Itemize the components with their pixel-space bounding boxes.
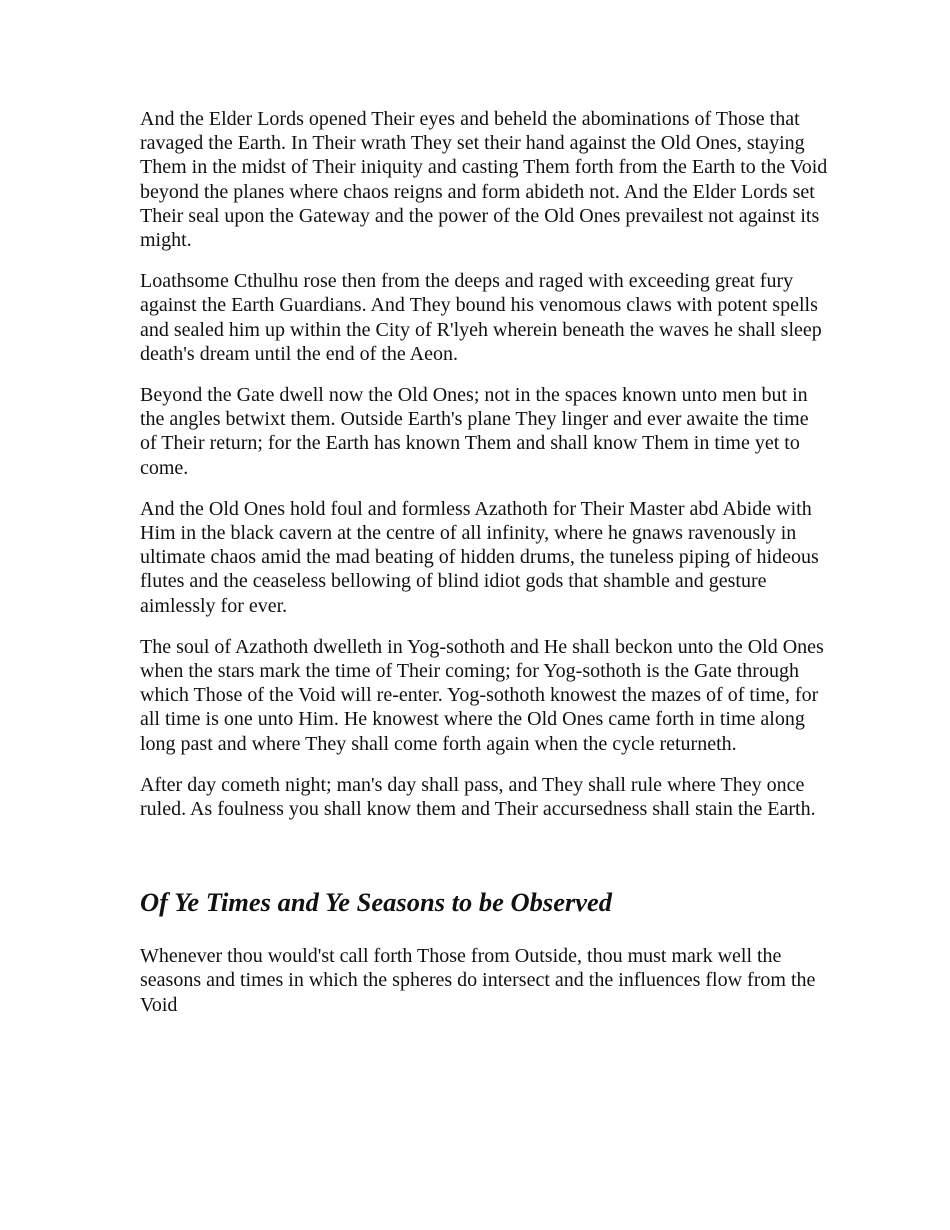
paragraph-yog-sothoth: The soul of Azathoth dwelleth in Yog-sothoth and He shall beckon unto the Old Ones when the stars mark the time of Their coming; for Yog-sothoth is the Gate through which Those of the Void will re-enter. Yog-sothoth knowest the mazes of of time, for all time is one unto Him. He knowest where the Old Ones came forth in time along long past and where They shall come forth again when the cycle returneth.: [140, 635, 824, 755]
document-page: [140, 107, 830, 1034]
section-heading: Of Ye Times and Ye Seasons to be Observed: [140, 887, 613, 918]
paragraph-cthulhu: Loathsome Cthulhu rose then from the deeps and raged with exceeding great fury against the Earth Guardians. And They bound his venomous claws with potent spells and sealed him up within the City of R'lyeh wherein beneath the waves he shall sleep death's dream until the end of the Aeon.: [140, 270, 822, 365]
paragraph-azathoth: And the Old Ones hold foul and formless Azathoth for Their Master abd Abide with Him in the black cavern at the centre of all infinity, where he gnaws ravenously in ultimate chaos amid the mad beating of hidden drums, the tuneless piping of hideous flutes and the ceaseless bellowing of blind idiot gods that shamble and gesture aimlessly for ever.: [140, 497, 819, 617]
paragraph-day-and-night: After day cometh night; man's day shall pass, and They shall rule where They once ruled. As foulness you shall know them and Their accursedness shall stain the Earth.: [140, 773, 816, 821]
paragraph-times-and-seasons: Whenever thou would'st call forth Those from Outside, thou must mark well the seasons and times in which the spheres do intersect and the influences flow from the Void: [140, 945, 816, 1016]
paragraph-elder-lords: And the Elder Lords opened Their eyes and beheld the abominations of Those that ravaged the Earth. In Their wrath They set their hand against the Old Ones, staying Them in the midst of Their iniquity and casting Them forth from the Earth to the Void beyond the planes where chaos reigns and form abideth not. And the Elder Lords set Their seal upon the Gateway and the power of the Old Ones prevailest not against its might.: [140, 108, 828, 252]
paragraph-beyond-the-gate: Beyond the Gate dwell now the Old Ones; not in the spaces known unto men but in the angles betwixt them. Outside Earth's plane They linger and ever awaite the time of Their return; for the Earth has known Them and shall know Them in time yet to come.: [140, 384, 809, 479]
